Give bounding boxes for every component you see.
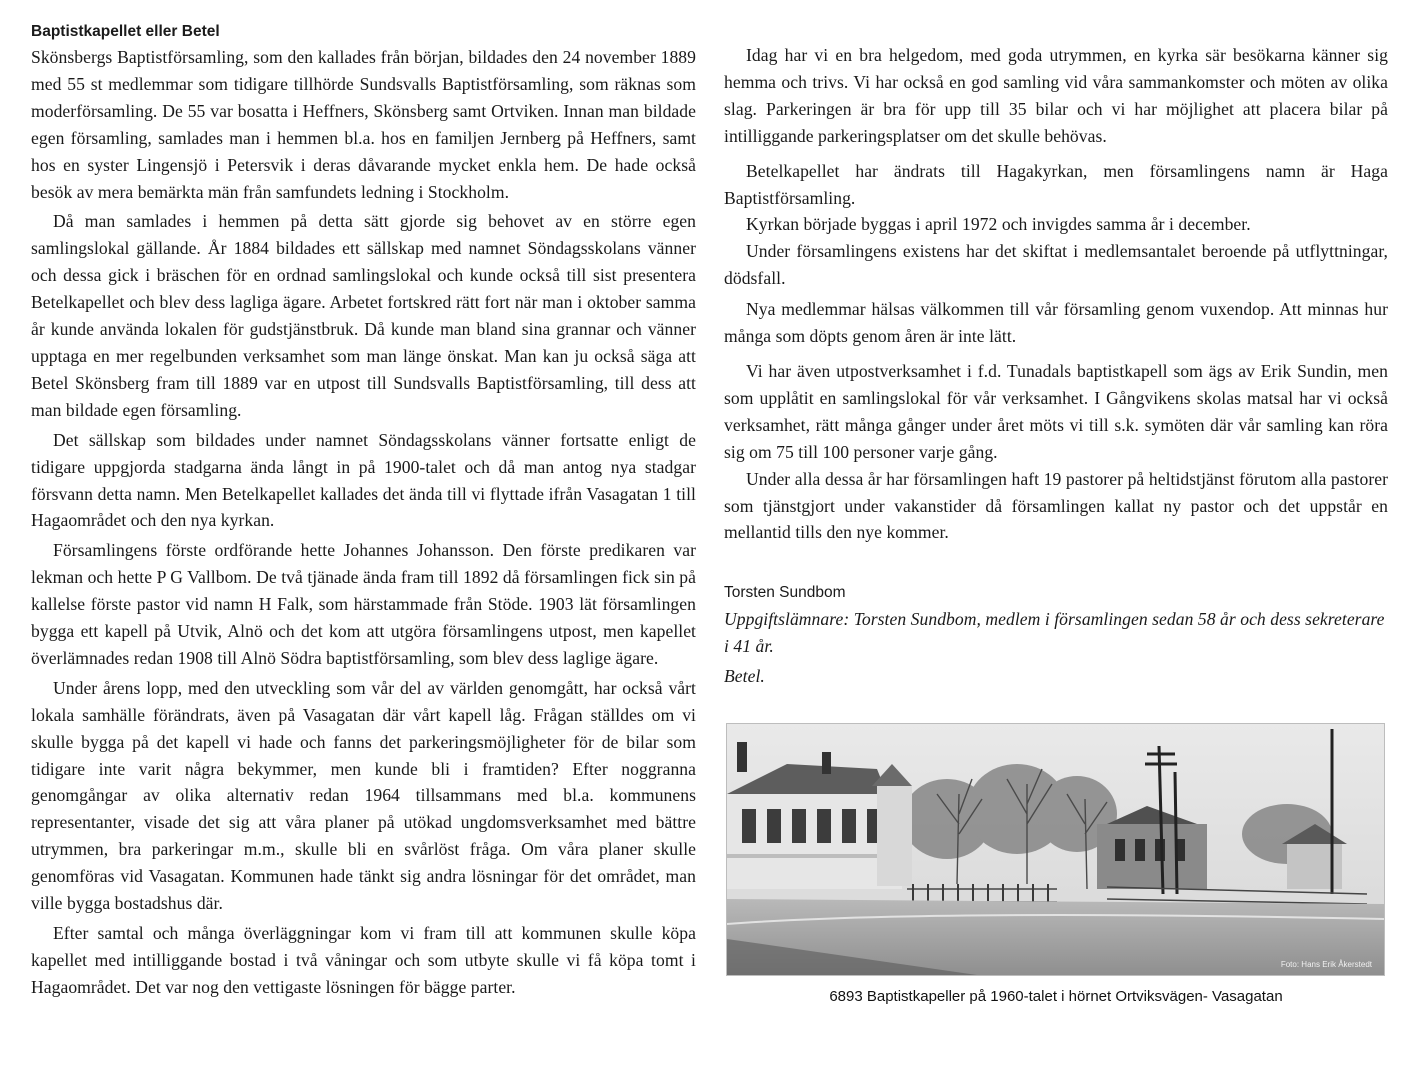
paragraph: Efter samtal och många överläggningar kom vi fram till att kommunen skulle köpa kapellet med intilliggande bostad i två våningar och som utbyte skulle vi få köpa tomt i Hagaområdet. Det var nog den vettigaste lösningen för bägge parter. <box>31 923 696 997</box>
photo-credit: Foto: Hans Erik Åkerstedt <box>1280 960 1372 969</box>
source-note: Uppgiftslämnare: Torsten Sundbom, medlem i församlingen sedan 58 år och dess sekreterare i 41 år. <box>724 609 1385 657</box>
paragraph: Församlingens förste ordförande hette Johannes Johansson. Den förste predikaren var lekman och hette P G Vallbom. De två tjänade ända fram till 1892 då församlingen fick sin på kallelse förste pastor vid namn H Falk, som härstammade från Stöde. 1903 lät församlingen bygga ett kapell på Utvik, Alnö och det kom att utgöra församlingens utpost, men kapellet överlämnades redan 1908 till Alnö Södra baptistförsamling, som blev dess laglige ägare. <box>31 540 696 668</box>
paragraph: Då man samlades i hemmen på detta sätt gjorde sig behovet av en större egen samlingslokal gällande. År 1884 bildades ett sällskap med namnet Söndagsskolans vänner och dessa gick i bräschen för en ordnad samlingslokal och kunde också till sist presentera Betelkapellet och blev dess lagliga ägare. Arbetet fortskred rätt fort när man i oktober samma år kunde använda lokalen för gudstjänstbruk. Då kunde man bland sina grannar och vänner upptaga en mer regelbunden verksamhet som man länge önskat. Man kan ju också säga att Betel Skönsberg fram till 1889 var en utpost till Sundsvalls Baptistförsamling, till dess att man bildade egen församling. <box>31 211 696 420</box>
paragraph: Under årens lopp, med den utveckling som vår del av världen genomgått, har också vårt lokala samhälle förändrats, även på Vasagatan där vårt kapell låg. Frågan ställdes om vi skulle bygga på det kapell vi hade och fanns det parkeringsmöjligheter för de bilar som tidigare inte varit några bekymmer, men kunde bli i framtiden? Efter noggranna genomgångar av olika alternativ redan 1964 tillsammans med bl.a. kommunens representanter, visade det sig att våra planer på utökad ungdomsverksamhet med bättre utrymmen, bra parkeringar m.m., skulle bli en svårlöst fråga. Om våra planer skulle genomföras vid Vasagatan. Kommunen hade tänkt sig andra lösningar för det området, man ville bygga bostadshus där. <box>31 677 696 914</box>
author-name: Torsten Sundbom <box>724 584 846 602</box>
photo-caption: 6893 Baptistkapeller på 1960-talet i hörnet Ortviksvägen- Vasagatan <box>829 988 1283 1005</box>
paragraph: Under församlingens existens har det skiftat i medlemsantalet beroende på utflyttningar, dödsfall. <box>724 241 1388 289</box>
paragraph: Betelkapellet har ändrats till Hagakyrkan, men församlingens namn är Haga Baptistförsamling. <box>724 160 1388 208</box>
paragraph: Det sällskap som bildades under namnet Söndagsskolans vänner fortsatte enligt de tidigare uppgjorda stadgarna ända långt in på 1900-talet och då man antog nya stadgar försvann detta namn. Men Betelkapellet kallades det ända till vi flyttade ifrån Vasagatan 1 till Hagaområdet och den nya kyrkan. <box>31 429 696 531</box>
paragraph: Idag har vi en bra helgedom, med goda utrymmen, en kyrka sär besökarna känner sig hemma och trivs. Vi har också en god samling vid våra sammankomster och möten av olika slag. Parkeringen är bra för upp till 35 bilar och vi har möjlighet att placera bilar på intilliggande parkeringsplatser om det skulle behövas. <box>724 45 1388 146</box>
article-heading: Baptistkapellet eller Betel <box>31 23 220 40</box>
left-column <box>31 20 696 1001</box>
paragraph: Nya medlemmar hälsas välkommen till vår församling genom vuxendop. Att minnas hur många som döpts genom åren är inte lätt. <box>724 299 1388 347</box>
right-column <box>724 42 1388 690</box>
source-note-2: Betel. <box>724 666 765 687</box>
photo-illustration <box>727 724 1384 975</box>
paragraph: Kyrkan började byggas i april 1972 och invigdes samma år i december. <box>746 214 1251 235</box>
paragraph: Vi har även utpostverksamhet i f.d. Tunadals baptistkapell som ägs av Erik Sundin, men som upplåtit en samlingslokal för vår verksamhet. I Gångvikens skolas matsal har vi också verksamhet, rätt många gånger under året möts vi till s.k. symöten där vår samling kan röra sig om 75 till 100 personer varje gång. <box>724 360 1388 462</box>
paragraph: Under alla dessa år har församlingen haft 19 pastorer på heltidstjänst förutom alla pastorer som tjänstgjort under vakanstider då församlingen kallat ny pastor och det uppstår en mellantid tills den nye kommer. <box>724 468 1388 543</box>
historic-photo <box>726 723 1385 976</box>
paragraph: Skönsbergs Baptistförsamling, som den kallades från början, bildades den 24 november 1889 med 55 st medlemmar som tidigare tillhörde Sundsvalls Baptistförsamling, som räknas som moderförsamling. De 55 var bosatta i Heffners, Skönsberg samt Ortviken. Innan man bildade egen församling, samlades man i hemmen bl.a. hos en familjen Jernberg på Heffners, samt hos en syster Lingensjö i Petersvik i deras dåvarande mycket enkla hem. De hade också besök av mera bemärkta män från samfundets ledning i Stockholm. <box>31 47 696 202</box>
